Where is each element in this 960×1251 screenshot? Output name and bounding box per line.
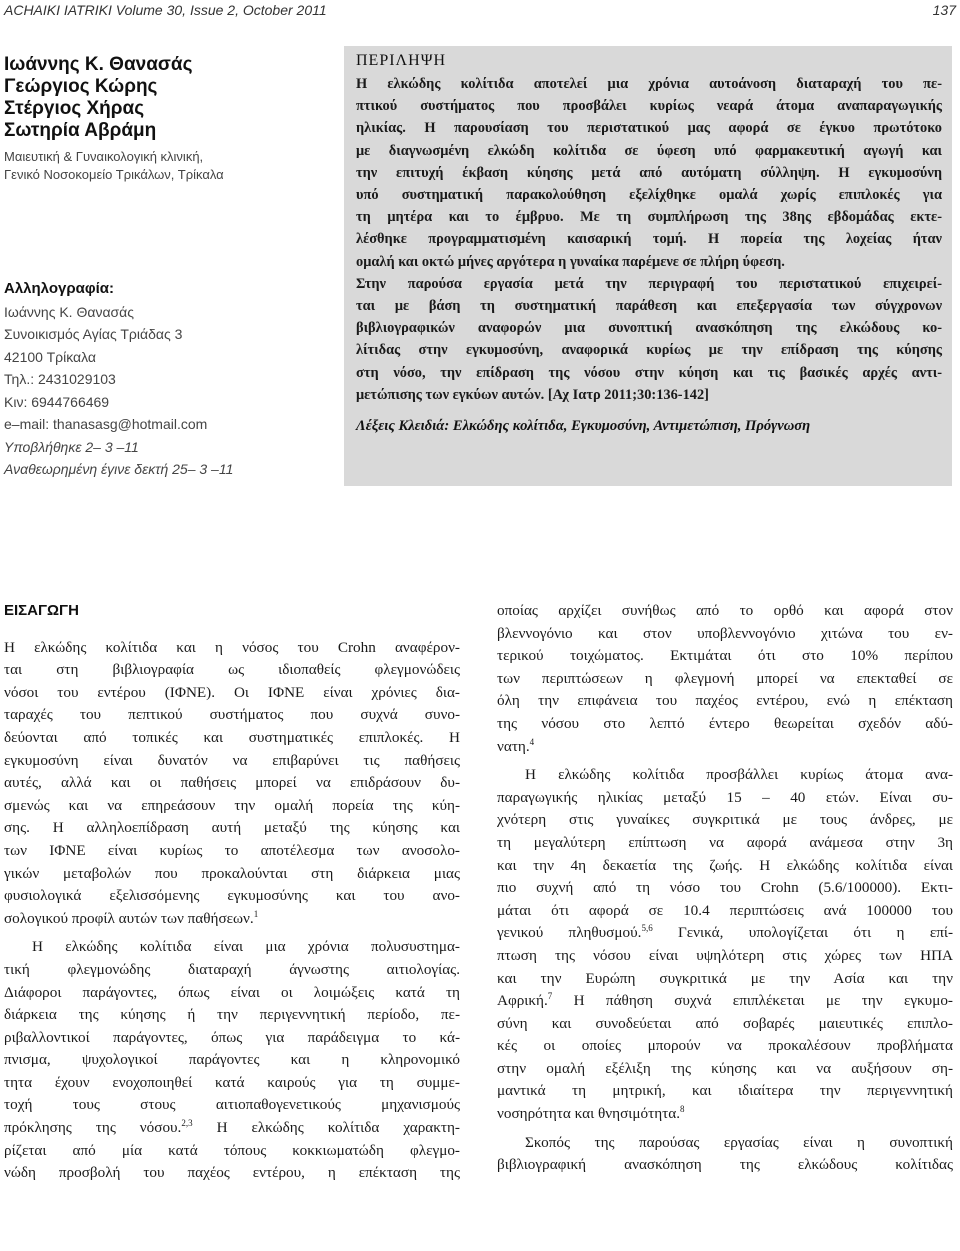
body-line: της νόσου στο λεπτό έντερο θεωρείται σχεδόν αδύ- (497, 714, 953, 732)
body-line: σμενώς και να επηρεάσουν την ομαλή πορεία της κύη- (4, 796, 460, 814)
correspondence-address: Συνοικισμός Αγίας Τριάδας 3 (4, 326, 183, 342)
author-name: Γεώργιος Κώρης (4, 76, 158, 97)
running-header (0, 0, 960, 22)
correspondence-mobile: Κιν: 6944766469 (4, 393, 110, 410)
reference-marker[interactable]: 8 (680, 1104, 685, 1114)
correspondence-block (4, 278, 329, 481)
correspondence-email[interactable]: e–mail: thanasasg@hotmail.com (4, 416, 208, 432)
body-line (497, 990, 953, 1013)
body-line (497, 1103, 953, 1126)
body-line: νώδη προσβολή του παχέος εντέρου, η επέκταση της (4, 1164, 460, 1182)
author-name: Στέργιος Χήρας (4, 98, 145, 119)
author-name: Σωτηρία Αβράμη (4, 120, 157, 141)
body-column-left (4, 600, 460, 1185)
body-line (497, 736, 953, 759)
body-line: μάται ότι αφορά σε 10.4 περιπτώσεις ανά 100000 του (497, 901, 953, 919)
submitted-date: Υποβλήθηκε 2– 3 –11 (4, 438, 139, 455)
body-line: πτωση της νόσου είναι υψηλότερη στις χώρες των ΗΠΑ (497, 946, 953, 964)
body-line (4, 908, 460, 931)
journal-title: ACHAIKI IATRIKI Volume 30, Issue 2, October 2011 (4, 2, 327, 18)
correspondence-title: Αλληλογραφία: (4, 280, 114, 297)
body-text: σολογικού προφίλ αυτών των παθήσεων. (4, 909, 254, 927)
abstract-line: πτικού συστήματος που προσβάλει κυρίως νεαρά άτομα αναπαραγωγικής (356, 98, 942, 115)
correspondence-city: 42100 Τρίκαλα (4, 348, 96, 365)
body-line (497, 922, 953, 945)
body-line: ριβαλλοντικοί παράγοντες, όπως για παράδειγμα το κά- (4, 1028, 460, 1046)
body-line: σύνη και συνοδεύεται από σοβαρές μαιευτικές επιπλο- (497, 1014, 953, 1032)
body-line: οποίας αρχίζει συνήθως από το ορθό και αφορά στον (497, 602, 953, 619)
body-line (4, 1117, 460, 1140)
body-line: στην ομαλή εξέλιξη της κύησης και να αυξήσουν ση- (497, 1059, 953, 1077)
body-line: τερικού τοιχώματος. Εκτιμάται ότι στο 10% περίπου (497, 647, 953, 665)
abstract-line: ηλικίας. Η παρουσίαση του περιστατικού μας αφορά σε έγκυο πρωτότοκο (356, 120, 942, 137)
affiliation-line: Μαιευτική & Γυναικολογική κλινική, (4, 149, 204, 164)
author-name: Ιωάννης Κ. Θανασάς (4, 54, 193, 75)
reference-marker[interactable]: 1 (253, 908, 259, 919)
abstract-body (356, 73, 942, 406)
body-line: των περιπτώσεων η φλεγμονή μπορεί να επεκταθεί σε (497, 669, 953, 687)
body-text: νατη. (497, 737, 530, 755)
body-text: Η πάθηση συχνά επιπλέκεται με την εγκυμο- (552, 992, 953, 1010)
body-line: σης. Η αλληλοεπίδραση αυτή μεταξύ της κύησης και (4, 819, 460, 837)
body-line: όλη την επιφάνεια του παχέος εντέρου, ενώ η επέκταση (497, 692, 953, 710)
body-text: νοσηρότητα και θνησιμότητα. (497, 1105, 681, 1123)
abstract-line: ομαλή και οκτώ μήνες αργότερα η γυναίκα παρέμενε σε πλήρη ύφεση. (356, 253, 785, 270)
body-line: χνότερη στις γυναίκες συγκριτικά με τους άνδρες, με (497, 811, 953, 829)
abstract-line: ται με βάση τη συστηματική παράθεση και επεξεργασία των σύγχρονων (356, 298, 942, 315)
abstract-line: στη νόσο, την επίδραση της νόσου στην κύηση και τις βασικές αρχές αντι- (356, 364, 942, 381)
body-line: ρίζεται από μία κατά τόπους κοκκιωματώδη φλεγμο- (4, 1141, 460, 1159)
body-text: γενικού πληθυσμού. (497, 924, 642, 942)
section-title: ΕΙΣΑΓΩΓΗ (4, 602, 79, 619)
body-text: Η ελκώδης κολίτιδα χαρακτη- (192, 1119, 460, 1137)
body-line: βιβλιογραφική ανασκόπηση της ελκώδους κολίτιδας (497, 1156, 953, 1174)
affiliation (4, 148, 329, 184)
body-line: φυσιολογικά εξελισσόμενης εγκυμοσύνης και του ανο- (4, 887, 460, 905)
correspondence-name: Ιωάννης Κ. Θανασάς (4, 303, 135, 320)
body-line: εγκυμοσύνη είναι δυνατόν να επιβαρύνει τις παθήσεις (4, 751, 460, 769)
body-line: γικών μεταβολών που προκαλούνται στη διάρκεια μιας (4, 864, 460, 882)
abstract-line: μετώπισης των εγκύων αυτών. [Αχ Ιατρ 2011;30:136-142] (356, 386, 709, 403)
body-line: ταραχές του πεπτικού συστήματος που συχνά συνο- (4, 706, 460, 724)
abstract-line: τη μητέρα και το έμβρυο. Με τη συμπλήρωση της 38ης εβδομάδας εκτε- (356, 209, 942, 226)
body-line: Η ελκώδης κολίτιδα είναι μια χρόνια πολυσυστημα- (32, 938, 460, 956)
abstract-title: ΠΕΡΙΛΗΨΗ (356, 52, 447, 69)
abstract-line: λίτιδας στην εγκυμοσύνη, αναφορικά κυρίως με την επίδραση της κύησης (356, 342, 942, 359)
body-line: των ΙΦΝΕ είναι κυρίως το αποτέλεσμα των ανοσολο- (4, 841, 460, 859)
reference-marker[interactable]: 2,3 (181, 1118, 193, 1128)
body-line: πνισμα, ψυχολογικοί παράγοντες και η κληρονομικό (4, 1051, 460, 1069)
body-line: πιο συχνή από τη νόσο του Crohn (5.6/100000). Εκτι- (497, 879, 953, 897)
abstract-line: Στην παρούσα εργασία μετά την περιγραφή του περιστατικού επιχειρεί- (356, 275, 942, 292)
body-line: Διάφοροι παράγοντες, όπως είναι οι λοιμώξεις κατά τη (4, 983, 460, 1001)
abstract-line: βιβλιογραφικών αναφορών μια συνοπτική ανασκόπηση της ελκώδους κο- (356, 320, 942, 337)
body-text: πρόκλησης της νόσου. (4, 1119, 182, 1137)
body-line: κές οι οποίες μπορούν να προκαλέσουν προβλήματα (497, 1037, 953, 1055)
keywords: Λέξεις Κλειδιά: Ελκώδης κολίτιδα, Εγκυμοσύνη, Αντιμετώπιση, Πρόγνωση (356, 418, 811, 435)
accepted-date: Αναθεωρημένη έγινε δεκτή 25– 3 –11 (4, 461, 234, 477)
body-line: Η ελκώδης κολίτιδα προσβάλλει κυρίως άτομα ανα- (525, 766, 953, 784)
abstract-line: υπό συστηματική παρακολούθηση εξελίχθηκε ομαλά χωρίς επιπλοκές για (356, 187, 942, 204)
abstract-line: την επιτυχή έκβαση κύησης μετά από αυτόματη σύλληψη. Η εγκυμοσύνη (356, 164, 942, 181)
abstract-line: Η ελκώδης κολίτιδα αποτελεί μια χρόνια αυτοάνοση διαταραχή του πε- (356, 76, 942, 92)
abstract-box (344, 46, 952, 486)
body-line: μαντικά τη μητρική, και ιδιαίτερα την περιγεννητική (497, 1082, 953, 1100)
author-block (4, 54, 329, 184)
reference-marker[interactable]: 5,6 (641, 923, 653, 934)
body-line: ται στη βιβλιογραφία ως ιδιοπαθείς φλεγμονώδεις (4, 661, 460, 679)
body-line: και την 4η δεκαετία της ζωής. Η ελκώδης κολίτιδα είναι (497, 856, 953, 874)
body-text: Γενικά, υπολογίζεται ότι η επί- (652, 924, 953, 942)
body-column-right (497, 600, 953, 1177)
body-text: Αφρική. (497, 992, 548, 1010)
body-line: νόσοι του εντέρου (ΙΦΝΕ). Οι ΙΦΝΕ είναι χρόνιες δια- (4, 683, 460, 701)
body-line: Σκοπός της παρούσας εργασίας είναι η συνοπτική (525, 1133, 953, 1151)
body-line: Η ελκώδης κολίτιδα και η νόσος του Crohn αναφέρον- (4, 638, 460, 656)
reference-marker[interactable]: 4 (529, 736, 535, 747)
body-line: βλεννογόνιο και στον υποβλεννογόνιο χιτώνα του εν- (497, 624, 953, 642)
reference-marker[interactable]: 7 (547, 991, 553, 1002)
body-line: δεύονται από τοπικές και συστηματικές επιπλοκές. Η (4, 728, 460, 746)
body-line: τική φλεγμονώδης διαταραχή άγνωστης αιτιολογίας. (4, 960, 460, 978)
correspondence-phone: Τηλ.: 2431029103 (4, 371, 116, 387)
abstract-line: λέσθηκε προγραμματισμένη καισαρική τομή. Η πορεία της λοχείας ήταν (356, 231, 942, 248)
body-line: και την Ευρώπη συγκριτικά με την Ασία και την (497, 969, 953, 987)
body-line: τοχή τους στους αιτιοπαθογενετικούς μηχανισμούς (4, 1096, 460, 1114)
body-line: παραγωγικής ηλικίας μεταξύ 15 – 40 ετών. Είναι συ- (497, 788, 953, 806)
body-line: αυτές, αλλά και οι παθήσεις μπορεί να επιδράσουν δυ- (4, 774, 460, 792)
body-line: διάρκεια της κύησης ή την περιγεννητική περίοδο, πε- (4, 1006, 460, 1024)
body-line: τητα έχουν ενοχοποιηθεί κατά καιρούς για τη συμμε- (4, 1073, 460, 1091)
body-line: τη μεγαλύτερη επίπτωση να αφορά ανάμεσα στην 3η (497, 833, 953, 851)
page-number: 137 (932, 2, 956, 18)
affiliation-line: Γενικό Νοσοκομείο Τρικάλων, Τρίκαλα (4, 167, 224, 182)
abstract-line: με διαγνωσμένη ελκώδη κολίτιδα σε ύφεση υπό φαρμακευτική αγωγή και (356, 142, 942, 159)
